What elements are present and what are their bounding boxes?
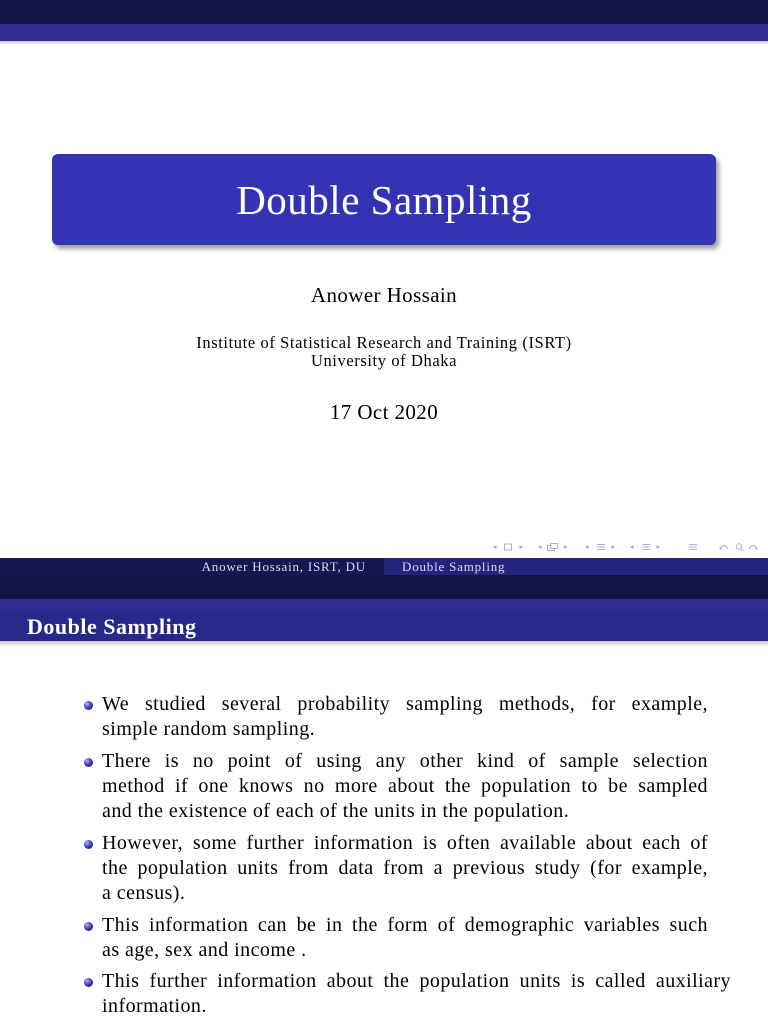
subsection-icon[interactable]: [548, 544, 558, 551]
bullet-ball-icon: [84, 701, 93, 710]
footer-author-label: Anower Hossain, ISRT, DU: [201, 559, 366, 574]
presentation-title: Double Sampling: [236, 176, 532, 223]
list-item-line: method if one knows no more about the population to be sampled: [102, 774, 708, 797]
list-item: [0, 913, 768, 964]
document-icon[interactable]: [689, 545, 697, 550]
headline-dark-bar: [0, 0, 768, 24]
subsection-prev-icon[interactable]: [538, 545, 542, 549]
presentation-date: 17 Oct 2020: [329, 400, 439, 424]
institute: [0, 334, 768, 370]
headline-dark-bar: [0, 575, 768, 599]
frame-icon[interactable]: [505, 544, 512, 550]
bullet-ball-icon: [84, 758, 93, 767]
part-next-icon[interactable]: [657, 545, 661, 549]
subsection-next-icon[interactable]: [564, 545, 568, 549]
institute-line-1: Institute of Statistical Research and Training (ISRT): [196, 333, 572, 352]
headline-blue-bar: [0, 599, 768, 613]
frame-prev-icon[interactable]: [493, 545, 497, 549]
forward-icon[interactable]: [750, 546, 759, 551]
back-icon[interactable]: [719, 546, 728, 551]
list-item-line: This further information about the population units is called auxiliary: [102, 970, 731, 993]
section-prev-icon[interactable]: [585, 545, 589, 549]
list-item-line: as age, sex and income .: [102, 938, 307, 961]
list-item-line: simple random sampling.: [102, 718, 316, 741]
headline-shadow: [0, 41, 768, 45]
search-icon[interactable]: [736, 544, 743, 551]
footer-title-label: Double Sampling: [402, 559, 506, 574]
bullet-ball-icon: [84, 840, 93, 849]
section-next-icon[interactable]: [612, 545, 616, 549]
list-item-line: However, some further information is often available about each of: [102, 831, 708, 854]
bullet-list: [0, 692, 768, 1020]
author-name: Anower Hossain: [310, 283, 458, 307]
navigation-symbols: [488, 541, 764, 553]
frame-title-shadow: [0, 641, 768, 647]
list-item-line: We studied several probability sampling methods, for example,: [102, 693, 708, 715]
list-item-line: the population units from data from a previous study (for example,: [102, 856, 708, 879]
list-item: [0, 749, 768, 825]
slide-double-sampling: [0, 575, 768, 1024]
title-box: [52, 154, 716, 245]
list-item: [0, 831, 768, 907]
part-prev-icon[interactable]: [630, 545, 634, 549]
frame-title: Double Sampling: [0, 613, 768, 641]
bullet-ball-icon: [84, 978, 93, 987]
list-item-line: There is no point of using any other kind of sample selection: [102, 749, 708, 772]
list-item-line: and the existence of each of the units in the population.: [102, 800, 570, 823]
footer-short-title: [384, 558, 768, 575]
list-item-line: a census).: [102, 882, 186, 905]
headline-blue-bar: [0, 24, 768, 41]
frame-next-icon[interactable]: [520, 545, 524, 549]
list-item-line: information.: [102, 995, 207, 1018]
footer-author-institute: [0, 558, 384, 575]
institute-line-2: University of Dhaka: [310, 351, 458, 370]
list-item: [0, 692, 768, 743]
list-item: [0, 969, 768, 1020]
section-icon[interactable]: [597, 545, 605, 550]
part-icon[interactable]: [642, 545, 650, 550]
list-item-line: This information can be in the form of demographic variables such: [102, 913, 708, 936]
bullet-ball-icon: [84, 922, 93, 931]
